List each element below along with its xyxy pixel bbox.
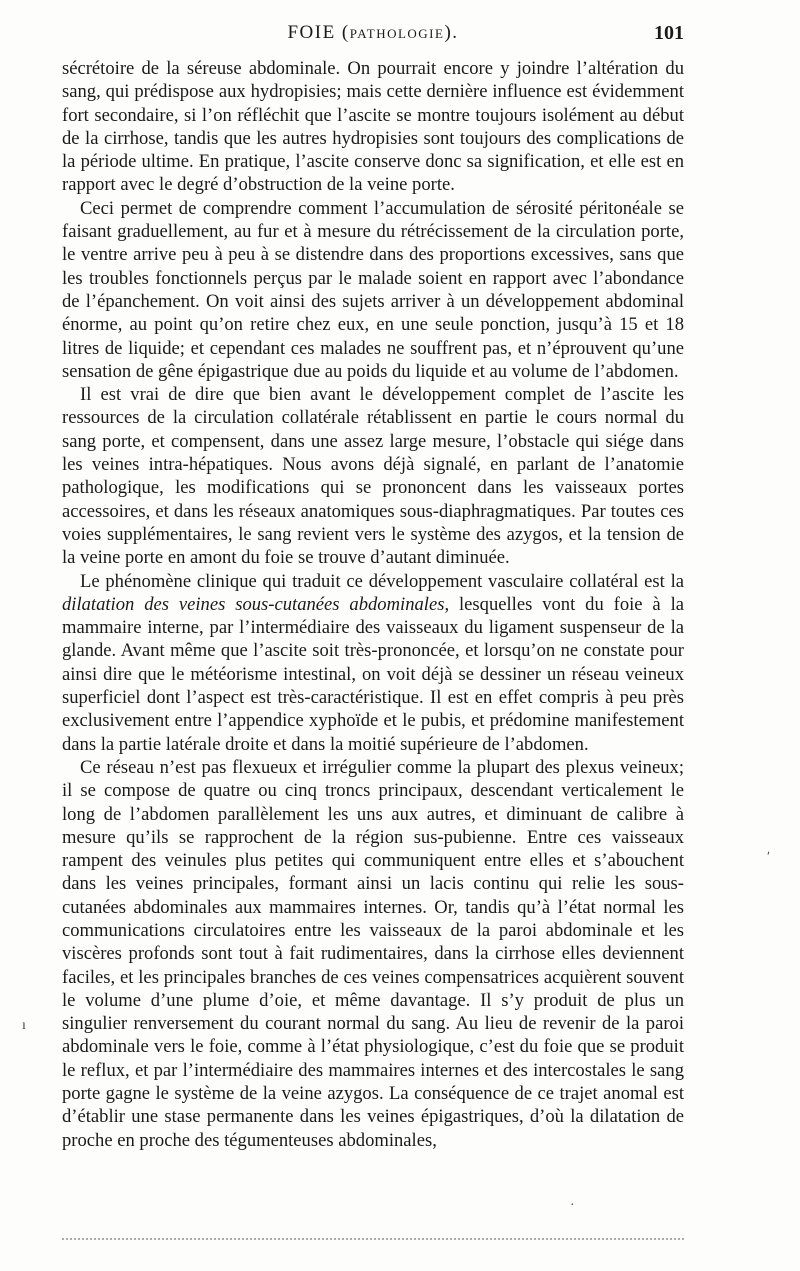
running-title-main: FOIE ( bbox=[287, 22, 350, 43]
page-number: 101 bbox=[654, 22, 684, 44]
paragraph-4-lead: Le phénomène clinique qui traduit ce développement vasculaire collatéral est la bbox=[80, 570, 684, 592]
running-title bbox=[62, 22, 684, 44]
paragraph-3: Il est vrai de dire que bien avant le développement complet de l’ascite les ressources de la circulation collatérale rétablissent en partie le cours normal du sang porte, et compensent, dans une assez large mesure, l’obstacle qui siége dans les veines intra-hépatiques. Nous avons déjà signalé, en parlant de l’anatomie pathologique, les modifications qui se prononcent dans les vaisseaux portes accessoires, et dans les réseaux anatomiques sous-diaphragmatiques. Par toutes ces voies supplémentaires, le sang revient vers le système des azygos, et la tension de la veine porte en amont du foie se trouve d’autant diminuée. bbox=[62, 384, 684, 569]
paragraph-4 bbox=[62, 570, 684, 756]
paragraph-5: Ce réseau n’est pas flexueux et irrégulier comme la plupart des plexus veineux; il se compose de quatre ou cinq troncs principaux, descendant verticalement le long de l’abdomen parallèlement les uns aux autres, et diminuant de calibre à mesure qu’ils se rapprochent de la région sus-pubienne. Entre ces vaisseaux rampent des veinules plus petites qui communiquent entre elles et s’abouchent dans les veines principales, formant ainsi un lacis continu qui relie les sous-cutanées abdominales aux mammaires internes. Or, tandis qu’à l’état normal les communications circulatoires entre les vaisseaux de la paroi abdominale et les viscères profonds sont tout à fait rudimentaires, dans la cirrhose elles deviennent faciles, et les principales branches de ces veines compensatrices acquièrent souvent le volume d’une plume d’oie, et même davantage. Il s’y produit de plus un singulier renversement du courant normal du sang. Au lieu de revenir de la paroi abdominale vers le foie, comme à l’état physiologique, c’est du foie que se produit le reflux, et par l’intermédiaire des mammaires internes et des intercostales le sang porte gagne le système de la veine azygos. La conséquence de ce trajet anomal est d’établir une stase permanente dans les veines épigastriques, d’où la dilatation de proche en proche des tégumenteuses abdominales, bbox=[62, 756, 684, 1151]
running-title-close: ). bbox=[444, 22, 459, 43]
running-head bbox=[62, 22, 684, 48]
body-text bbox=[62, 57, 684, 1152]
bottom-bleedthrough-line bbox=[62, 1238, 684, 1240]
margin-speck: ʹ bbox=[767, 850, 771, 865]
paragraph-1: sécrétoire de la séreuse abdominale. On pourrait encore y joindre l’altération du sang, qui prédispose aux hydropisies; mais cette dernière influence est évidemment fort secondaire, si l’on réfléchit que l’ascite se montre toujours isolément au début de la cirrhose, tandis que les autres hydropisies sont toujours des complications de la période ultime. En pratique, l’ascite conserve donc sa signification, et elle est en rapport avec le degré d’obstruction de la veine porte. bbox=[62, 58, 684, 196]
paragraph-4-italic-term: dilatation des veines sous-cutanées abdominales bbox=[62, 593, 445, 615]
paragraph-4-rest: , lesquelles vont du foie à la mammaire interne, par l’intermédiaire des vaisseaux du ligament suspenseur de la glande. Avant même que l’ascite soit très-prononcée, et lorsqu’on ne constate pour ainsi dire que le météorisme intestinal, on voit déjà se dessiner un réseau veineux superficiel dont l’aspect est très-caractéristique. Il est en effet compris à peu près exclusivement entre l’appendice xyphoïde et le pubis, et prédomine manifestement dans la partie latérale droite et dans la moitié supérieure de l’abdomen. bbox=[62, 593, 684, 755]
paragraph-2: Ceci permet de comprendre comment l’accumulation de sérosité péritonéale se faisant graduellement, au fur et à mesure du rétrécissement de la circulation porte, le ventre arrive peu à peu à se distendre dans des proportions excessives, sans que les troubles fonctionnels perçus par le malade soient en rapport avec l’abondance de l’épanchement. On voit ainsi des sujets arriver à un développement abdominal énorme, au point qu’on retire chez eux, en une seule ponction, jusqu’à 15 et 18 litres de liquide; et cependant ces malades ne souffrent pas, et n’éprouvent qu’une sensation de gêne épigastrique due au poids du liquide et au volume de l’abdomen. bbox=[62, 197, 684, 382]
running-title-smallcaps: PATHOLOGIE bbox=[349, 26, 445, 41]
margin-speck: ı bbox=[22, 1018, 26, 1033]
margin-speck: · bbox=[570, 1198, 575, 1213]
